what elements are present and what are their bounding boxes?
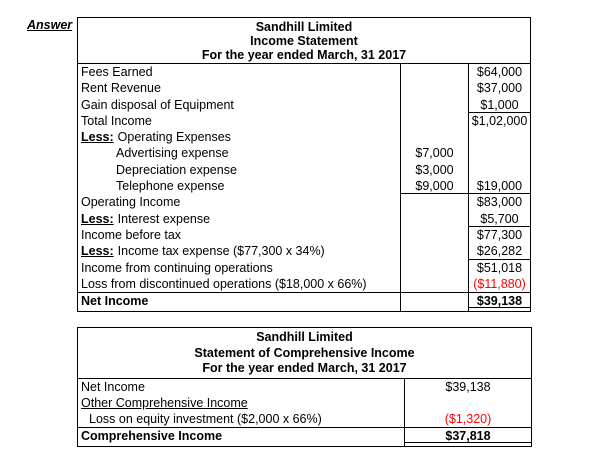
row-subamount: [400, 129, 468, 145]
table-row: [78, 243, 530, 259]
row-label: Income from continuing operations: [81, 260, 273, 275]
row-subamount: [400, 97, 468, 113]
row-amount: $1,000: [468, 97, 530, 113]
company-name: Sandhill Limited: [256, 330, 353, 344]
table-row: [78, 145, 530, 161]
row-amount: $51,018: [468, 260, 530, 276]
row-label: Total Income: [81, 113, 152, 128]
statement-period: For the year ended March, 31 2017: [201, 48, 407, 62]
table-row: [78, 395, 531, 411]
table-row: [78, 260, 530, 276]
row-label-text: Interest expense: [117, 211, 211, 226]
table-row: [78, 97, 530, 113]
row-label: Loss on equity investment ($2,000 x 66%): [89, 411, 322, 426]
row-amount: $26,282: [468, 243, 530, 259]
row-amount: [468, 145, 530, 161]
row-amount: $1,02,000: [468, 113, 530, 129]
row-amount: [468, 162, 530, 178]
table-row: [78, 80, 530, 96]
row-subamount: [400, 211, 468, 227]
row-label: [78, 243, 400, 259]
row-label: Depreciation expense: [116, 162, 237, 177]
table-row: [78, 227, 530, 243]
statement-title: Statement of Comprehensive Income: [194, 345, 415, 360]
company-name: Sandhill Limited: [255, 20, 353, 34]
income-statement-table: [77, 17, 531, 312]
table-row: [78, 178, 530, 194]
row-subamount: [400, 276, 468, 292]
row-subamount: [400, 80, 468, 96]
double-underline-gap: [78, 443, 531, 446]
row-label: Gain disposal of Equipment: [81, 97, 234, 112]
statement-title: Income Statement: [250, 34, 358, 48]
less-prefix: Less:: [81, 130, 114, 145]
row-amount: $64,000: [468, 64, 530, 80]
table-row: [78, 276, 530, 292]
row-amount: $77,300: [468, 227, 530, 243]
row-subamount: [400, 64, 468, 80]
row-amount: [468, 129, 530, 145]
row-label: [78, 211, 400, 227]
row-subamount: [400, 113, 468, 129]
row-subamount: $7,000: [400, 145, 468, 161]
row-subamount: $9,000: [400, 178, 468, 194]
income-statement-header: [78, 18, 530, 64]
comprehensive-income-table: [77, 327, 532, 447]
table-row: [78, 379, 531, 395]
row-label: Fees Earned: [81, 65, 153, 79]
table-row: [78, 411, 531, 427]
row-label: Telephone expense: [116, 179, 225, 194]
table-row: [78, 194, 530, 210]
answer-label: Answer: [27, 18, 73, 32]
row-subamount: [400, 194, 468, 210]
table-row-net-income: [78, 292, 530, 308]
less-prefix: Less:: [81, 244, 114, 259]
row-subamount: [400, 227, 468, 243]
row-subamount: [400, 243, 468, 259]
row-amount: $37,000: [468, 80, 530, 96]
row-label: Net Income: [81, 294, 149, 309]
row-label-text: Income tax expense ($77,300 x 34%): [117, 244, 325, 259]
table-row-comprehensive-income: [78, 427, 531, 443]
statement-period: For the year ended March, 31 2017: [202, 361, 407, 375]
row-amount-total: $39,138: [468, 293, 530, 308]
row-label: Loss from discontinued operations ($18,000 x 66%): [81, 276, 367, 291]
table-row: [78, 211, 530, 227]
row-subamount: $3,000: [400, 162, 468, 178]
table-row: [78, 129, 530, 145]
row-amount: $83,000: [468, 194, 530, 210]
row-amount: $39,138: [404, 379, 531, 395]
row-amount-negative: ($1,320): [404, 411, 531, 427]
row-subamount: [400, 260, 468, 276]
row-amount-negative: ($11,880): [468, 276, 530, 292]
row-label: Other Comprehensive Income: [81, 395, 248, 410]
less-prefix: Less:: [81, 211, 114, 226]
row-amount-total: $37,818: [404, 428, 531, 443]
comprehensive-header: [78, 328, 531, 379]
row-label: [78, 129, 400, 145]
row-label-text: Operating Expenses: [117, 130, 231, 145]
table-row: [78, 162, 530, 178]
row-amount: $19,000: [468, 178, 530, 194]
double-underline-gap: [78, 308, 530, 311]
row-amount: $5,700: [468, 211, 530, 227]
row-label: Net Income: [81, 379, 145, 394]
row-amount: [404, 395, 531, 411]
row-label: Operating Income: [81, 195, 181, 210]
table-row: [78, 113, 530, 129]
row-label: Advertising expense: [116, 146, 229, 161]
table-row: [78, 64, 530, 80]
row-label: Comprehensive Income: [81, 428, 223, 443]
row-label: Rent Revenue: [81, 81, 161, 96]
row-subamount: [400, 293, 468, 308]
row-label: Income before tax: [81, 227, 182, 242]
